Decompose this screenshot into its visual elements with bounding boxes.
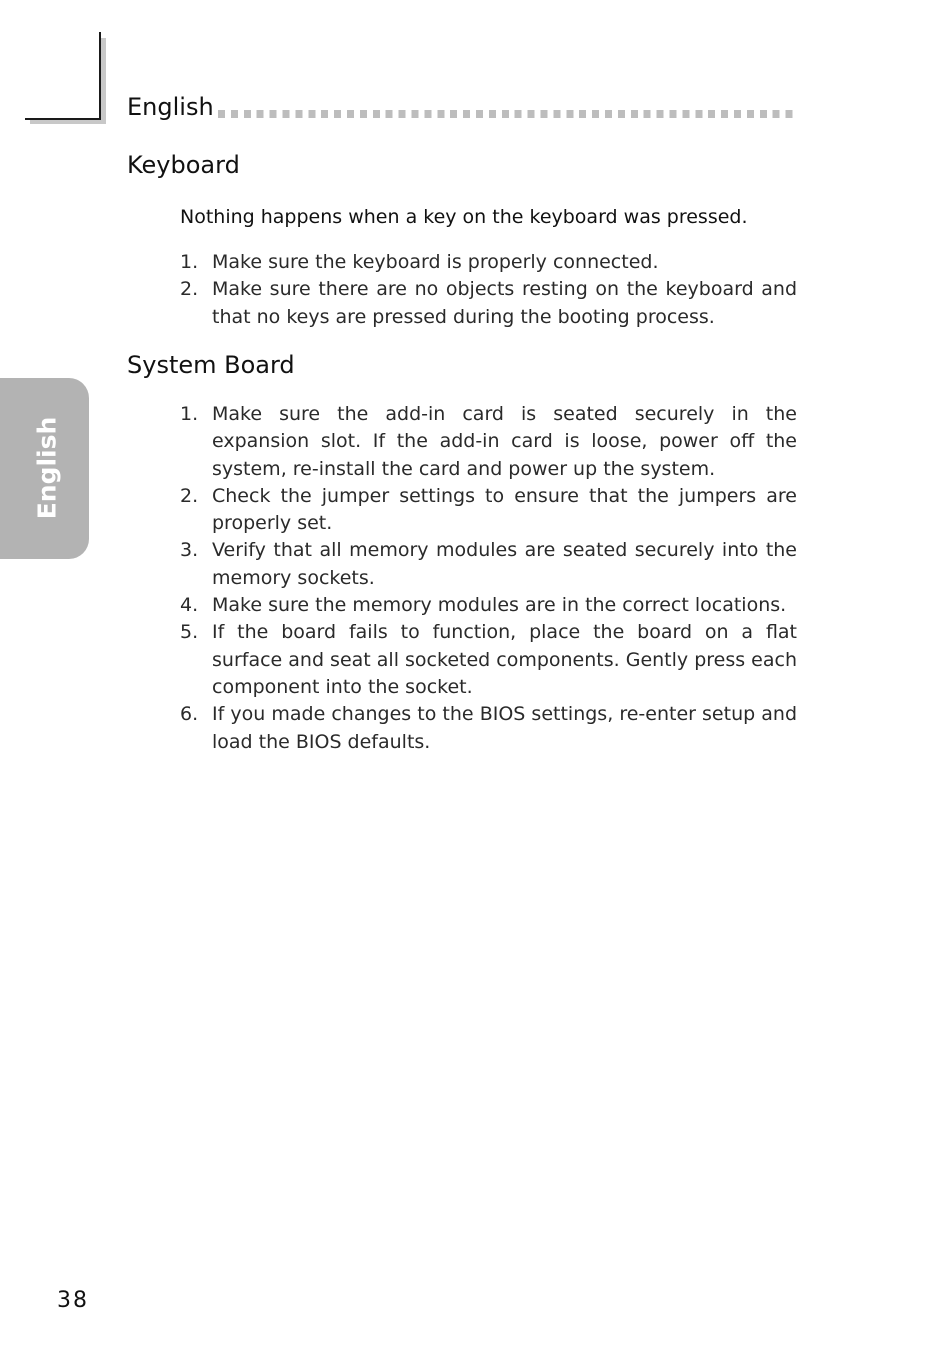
- section-title-system-board: System Board: [127, 351, 295, 379]
- keyboard-steps-list: [180, 249, 797, 331]
- list-item-text: Verify that all memory modules are seated securely into the memory sockets.: [212, 539, 797, 589]
- list-item-text: Make sure the add-in card is seated securely in the expansion slot. If the add-in card is loose, power off the system, re-install the card and power up the system.: [212, 403, 797, 480]
- language-side-tab-label: English: [32, 416, 62, 520]
- list-item: [180, 537, 797, 592]
- running-header-label: English: [127, 93, 214, 121]
- system-board-steps-list: [180, 401, 797, 756]
- list-item-number: 5.: [180, 621, 199, 644]
- list-item-number: 1.: [180, 251, 199, 273]
- list-item-number: 1.: [180, 403, 199, 425]
- list-item-text: Make sure the keyboard is properly connected.: [212, 251, 659, 273]
- list-item-number: 2.: [180, 278, 199, 301]
- list-item: [180, 619, 797, 701]
- list-item-number: 4.: [180, 594, 199, 617]
- corner-mark-vertical: [99, 32, 101, 120]
- corner-mark-horizontal: [25, 118, 101, 120]
- keyboard-symptom: Nothing happens when a key on the keyboard was pressed.: [180, 206, 748, 228]
- page-number: 38: [57, 1288, 89, 1313]
- list-item: [180, 249, 797, 276]
- list-item-number: 2.: [180, 484, 199, 507]
- list-item: [180, 701, 797, 756]
- list-item-text: Check the jumper settings to ensure that the jumpers are properly set.: [212, 484, 797, 535]
- list-item-text: If the board fails to function, place the board on a flat surface and seat all socketed components. Gently press each component into the socket.: [212, 621, 797, 698]
- list-item-number: 3.: [180, 539, 199, 562]
- list-item-text: Make sure there are no objects resting on the keyboard and that no keys are pressed during the booting process.: [212, 278, 797, 328]
- list-item-text: Make sure the memory modules are in the correct locations.: [212, 594, 787, 617]
- list-item-number: 6.: [180, 703, 199, 726]
- list-item: [180, 276, 797, 331]
- list-item: [180, 592, 797, 619]
- header-dotted-rule: [218, 110, 798, 118]
- list-item: [180, 401, 797, 483]
- list-item: [180, 483, 797, 538]
- section-title-keyboard: Keyboard: [127, 151, 240, 179]
- list-item-text: If you made changes to the BIOS settings, re-enter setup and load the BIOS defaults.: [212, 703, 797, 753]
